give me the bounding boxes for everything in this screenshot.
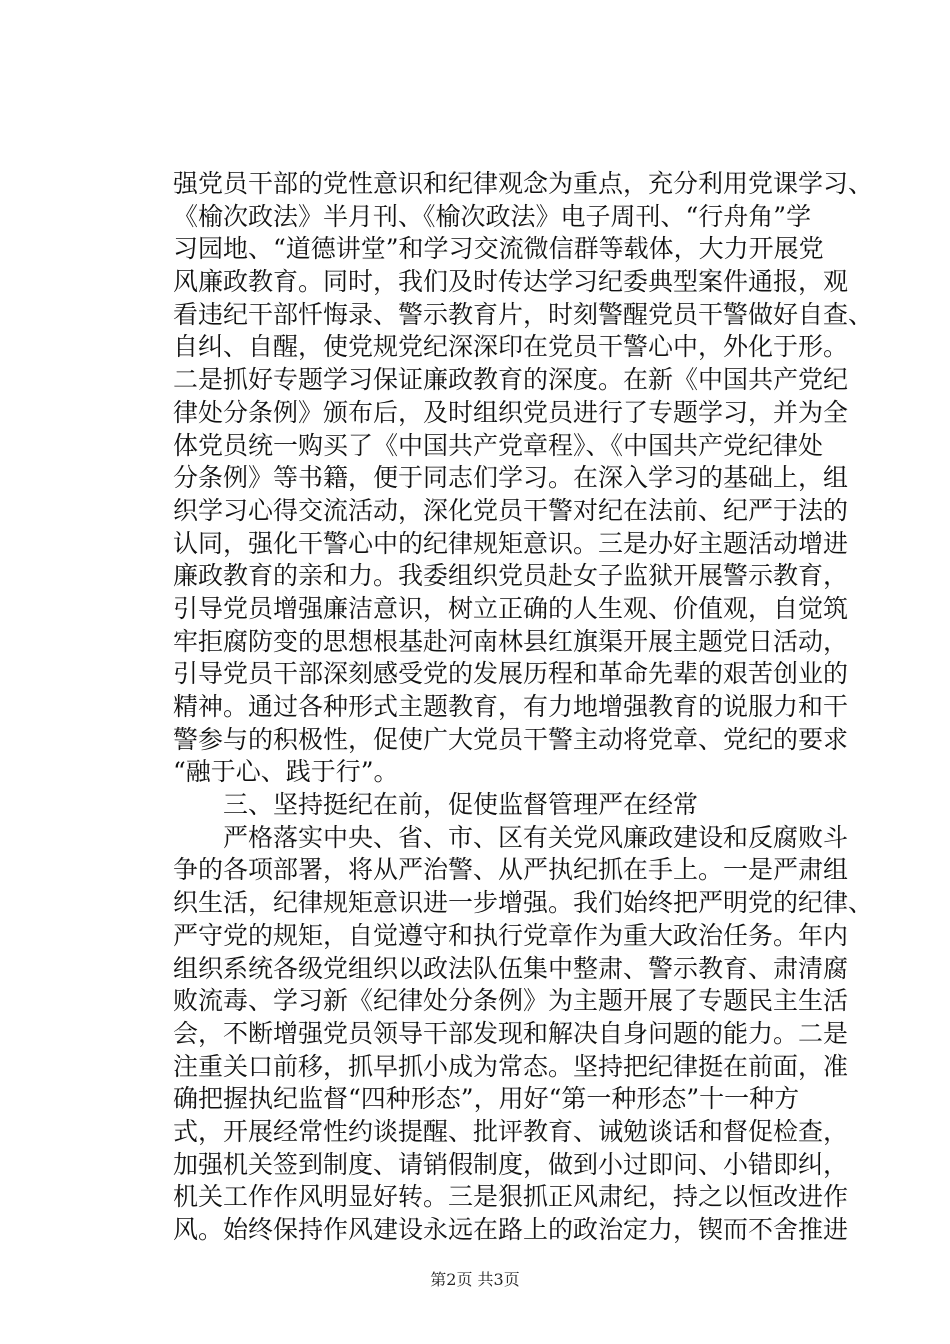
text-line: 牢拒腐防变的思想根基赴河南林县红旗渠开展主题党日活动， xyxy=(173,626,849,656)
text-line: 注重关口前移，抓早抓小成为常态。坚持把纪律挺在前面，准 xyxy=(173,1051,849,1081)
text-line: 《榆次政法》半月刊、《榆次政法》电子周刊、“行舟角”学 xyxy=(173,201,812,231)
text-line: 认同，强化干警心中的纪律规矩意识。三是办好主题活动增进 xyxy=(173,528,849,558)
text-line: 自纠、自醒，使党规党纪深深印在党员干警心中，外化于形。 xyxy=(173,332,849,362)
text-line: 严守党的规矩，自觉遵守和执行党章作为重大政治任务。年内 xyxy=(173,920,849,950)
text-line: 织生活，纪律规矩意识进一步增强。我们始终把严明党的纪律、 xyxy=(173,888,874,918)
text-line: 式，开展经常性约谈提醒、批评教育、诫勉谈话和督促检查， xyxy=(173,1116,849,1146)
text-line: 败流毒、学习新《纪律处分条例》为主题开展了专题民主生活 xyxy=(173,986,849,1016)
text-line: 机关工作作风明显好转。三是狠抓正风肃纪，持之以恒改进作 xyxy=(173,1182,849,1212)
text-line: 风廉政教育。同时，我们及时传达学习纪委典型案件通报，观 xyxy=(173,267,849,297)
text-line: 警参与的积极性，促使广大党员干警主动将党章、党纪的要求 xyxy=(173,724,849,754)
text-line: 看违纪干部忏悔录、警示教育片，时刻警醒党员干警做好自查、 xyxy=(173,299,874,329)
text-line: 律处分条例》颁布后，及时组织党员进行了专题学习，并为全 xyxy=(173,397,849,427)
text-line: 严格落实中央、省、市、区有关党风廉政建设和反腐败斗 xyxy=(223,822,849,852)
text-line: 引导党员干部深刻感受党的发展历程和革命先辈的艰苦创业的 xyxy=(173,659,849,689)
text-line: 廉政教育的亲和力。我委组织党员赴女子监狱开展警示教育， xyxy=(173,561,849,591)
text-line: 二是抓好专题学习保证廉政教育的深度。在新《中国共产党纪 xyxy=(173,365,849,395)
text-line: 组织系统各级党组织以政法队伍集中整肃、警示教育、肃清腐 xyxy=(173,953,849,983)
text-line: 织学习心得交流活动，深化党员干警对纪在法前、纪严于法的 xyxy=(173,495,849,525)
text-line: 确把握执纪监督“四种形态”，用好“第一种形态”十一种方 xyxy=(173,1084,800,1114)
text-line: 精神。通过各种形式主题教育，有力地增强教育的说服力和干 xyxy=(173,692,849,721)
text-line: 争的各项部署，将从严治警、从严执纪抓在手上。一是严肃组 xyxy=(173,855,849,885)
text-line: “融于心、践于行”。 xyxy=(173,757,399,787)
text-line: 三、坚持挺纪在前，促使监督管理严在经常 xyxy=(223,790,699,820)
text-line: 体党员统一购买了《中国共产党章程》、《中国共产党纪律处 xyxy=(173,430,824,460)
text-line: 引导党员增强廉洁意识，树立正确的人生观、价值观，自觉筑 xyxy=(173,593,849,623)
text-line: 分条例》等书籍，便于同志们学习。在深入学习的基础上，组 xyxy=(173,463,849,493)
body-text xyxy=(173,168,874,1247)
text-line: 风。始终保持作风建设永远在路上的政治定力，锲而不舍推进 xyxy=(173,1215,849,1244)
text-line: 会，不断增强党员领导干部发现和解决自身问题的能力。二是 xyxy=(173,1018,849,1048)
text-line: 习园地、“道德讲堂”和学习交流微信群等载体，大力开展党 xyxy=(173,234,824,264)
text-line: 强党员干部的党性意识和纪律观念为重点，充分利用党课学习、 xyxy=(173,169,874,198)
text-line: 加强机关签到制度、请销假制度，做到小过即问、小错即纠， xyxy=(173,1149,849,1179)
page-footer: 第2页 共3页 xyxy=(430,1270,520,1289)
